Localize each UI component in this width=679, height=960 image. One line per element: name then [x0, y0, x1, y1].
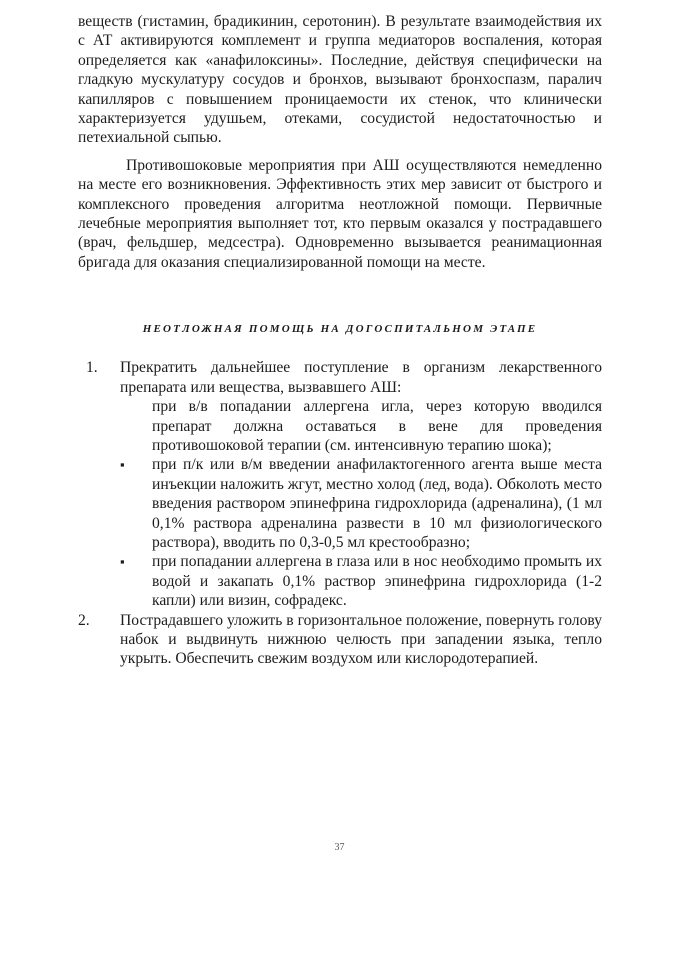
step-text: Прекратить дальнейшее поступление в организм лекарственного препарата или вещества, вызвавшего АШ:	[120, 359, 602, 396]
paragraph-measures: Противошоковые мероприятия при АШ осуществляются немедленно на месте его возникновения. Эффективность этих мер зависит от быстрого и комплексного проведения алгоритма неотложной помощи. Первичные лечебные мероприятия выполняет тот, кто первым оказался у пострадавшего (врач, фельдшер, медсестра). Одновременно вызывается реанимационная бригада для оказания специализированной помощи на месте.	[78, 156, 602, 271]
document-page	[78, 12, 602, 669]
step-text: Пострадавшего уложить в горизонтальное положение, повернуть голову набок и выдвинуть нижнюю челюсть при западении языка, тепло укрыть. Обеспечить свежим воздухом или кислородотерапией.	[120, 611, 602, 668]
sub-text: при п/к или в/м введении анафилактогенного агента выше места инъекции наложить жгут, местно холод (лед, вода). Обколоть место введения раствором эпинефрина гидрохлорида (адреналина), (1 мл 0,1% раствора адреналина развести в 10 мл физиологического раствора), вводить по 0,3-0,5 мл крестообразно;	[152, 456, 602, 551]
step-number: 2.	[78, 611, 90, 629]
step-number: 1.	[86, 359, 98, 377]
sub-text: при попадании аллергена в глаза или в нос необходимо промыть их водой и закапать 0,1% раствор эпинефрина гидрохлорида (1-2 капли) или визин, софрадекс.	[152, 553, 602, 610]
list-item-sub	[120, 455, 602, 552]
steps-list	[78, 358, 602, 669]
paragraph-continued: веществ (гистамин, брадикинин, серотонин). В результате взаимодействия их с АТ активируются комплемент и группа медиаторов воспаления, которая определяется как «анафилоксины». Последние, действуя специфически на гладкую мускулатуру сосудов и бронхов, вызывают бронхоспазм, паралич капилляров с повышением проницаемости их стенок, что клинически характеризуется удушьем, отеками, сосудистой недостаточностью и петехиальной сыпью.	[78, 13, 602, 147]
list-item-sub	[120, 397, 602, 455]
list-item-sub	[120, 552, 602, 610]
page-number: 37	[334, 842, 345, 853]
bullet-icon: ▪	[120, 554, 125, 570]
bullet-icon: ▪	[120, 457, 125, 473]
section-heading: НЕОТЛОЖНАЯ ПОМОЩЬ НА ДОГОСПИТАЛЬНОМ ЭТАПЕ	[142, 323, 538, 336]
sub-list	[120, 397, 602, 610]
list-item-step-1	[78, 358, 602, 610]
sub-text: при в/в попадании аллергена игла, через которую вводился препарат должна оставаться в вене для проведения противошоковой терапии (см. интенсивную терапию шока);	[152, 398, 602, 454]
list-item-step-2	[78, 611, 602, 669]
